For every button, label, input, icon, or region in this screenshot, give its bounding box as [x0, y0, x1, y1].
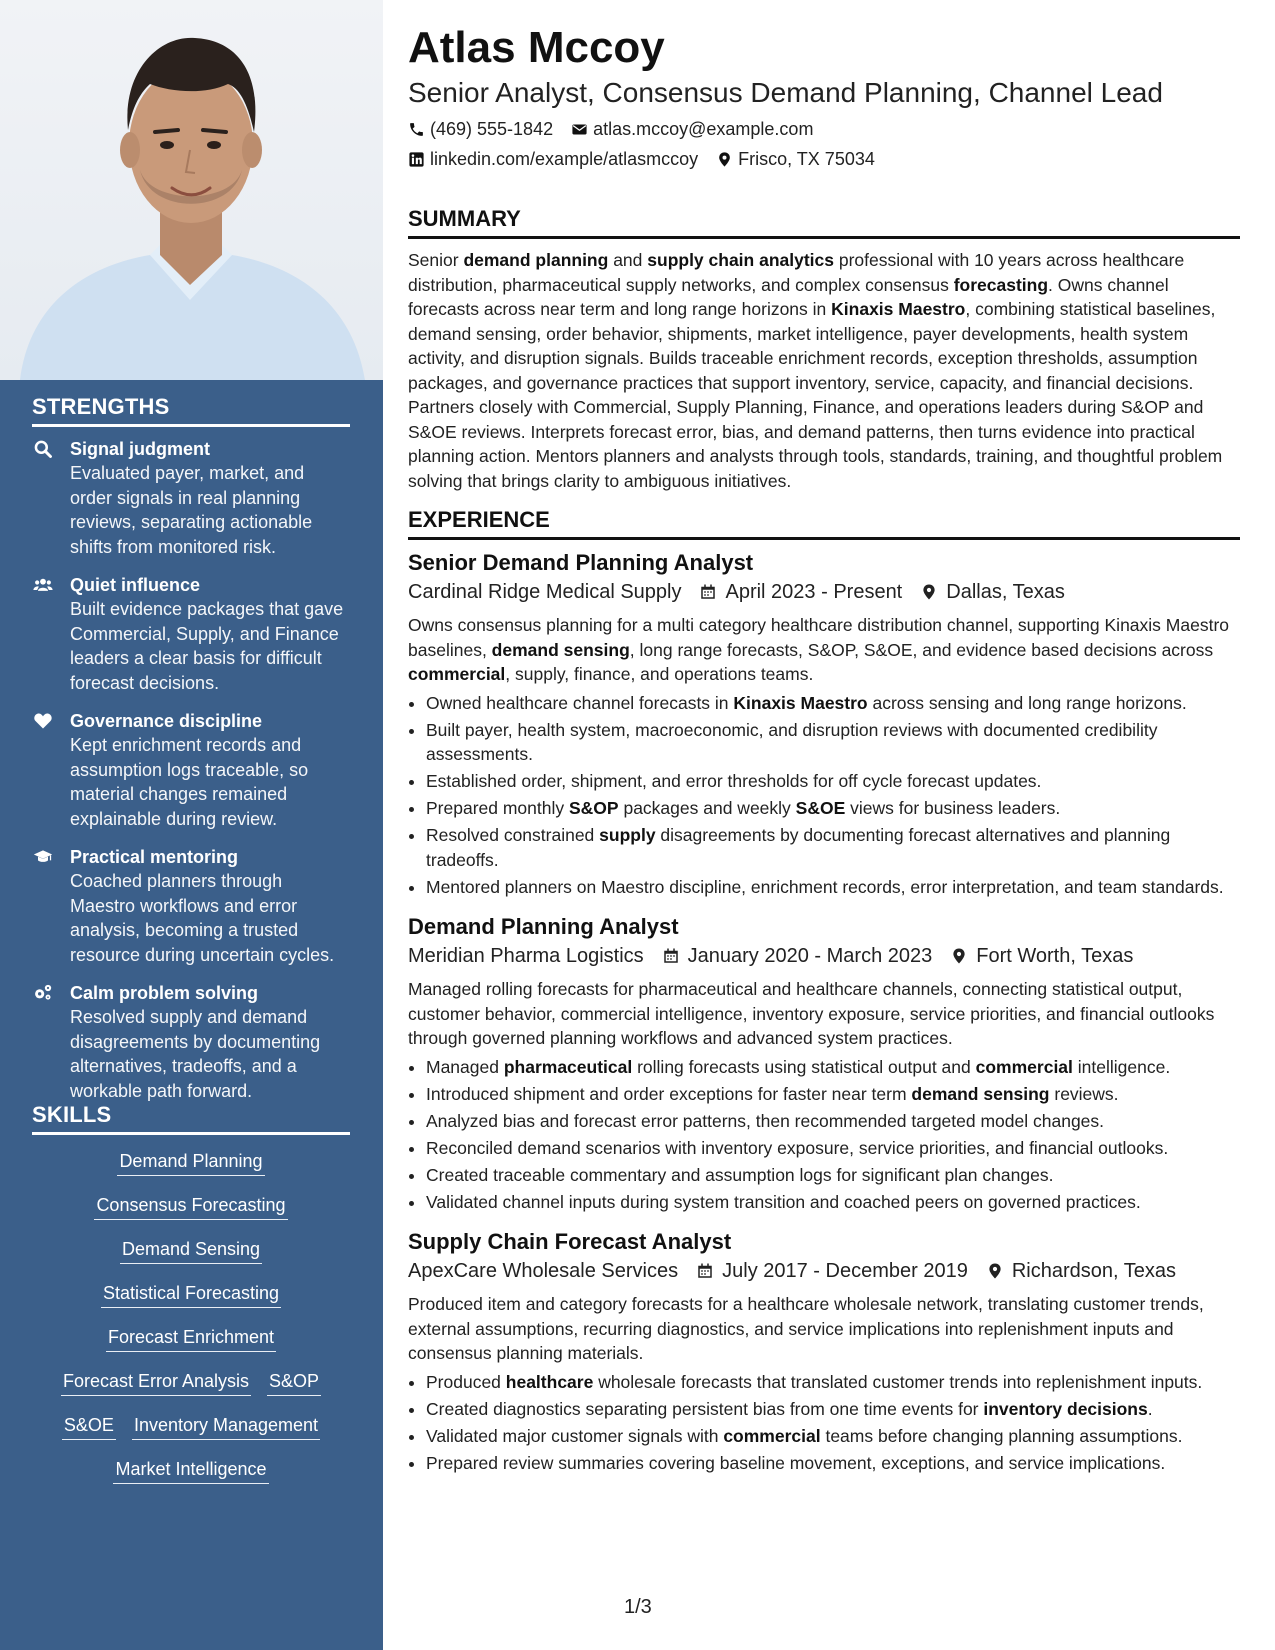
strength-desc: Evaluated payer, market, and order signals in real planning reviews, separating actionable shifts from monitored risk. [70, 463, 313, 557]
linkedin-icon [408, 151, 425, 168]
email-text: atlas.mccoy@example.com [593, 119, 814, 139]
skill-tag: Forecast Enrichment [106, 1325, 276, 1352]
contact-row [408, 116, 1240, 142]
bullet-item: • Validated major customer signals with commercial teams before changing planning assumptions. [426, 1424, 1240, 1449]
calendar-icon [662, 946, 680, 966]
phone-icon [408, 121, 425, 138]
strength-title: Practical mentoring [70, 847, 239, 867]
job-description: Managed rolling forecasts for pharmaceutical and healthcare channels, connecting statistical output, customer behavior, commercial intelligence, inventory exposure, service priorities, and financial outlooks through governed planning workflows and advanced system practices. [408, 979, 1215, 1048]
summary-section [408, 206, 1240, 493]
job-bullets [408, 691, 1240, 900]
job-title: Senior Demand Planning Analyst [408, 550, 754, 575]
job-entry [408, 1228, 1240, 1475]
strengths-section [32, 394, 350, 1117]
strength-desc: Kept enrichment records and assumption logs traceable, so material changes remained explainable during review. [70, 735, 309, 829]
strength-desc: Built evidence packages that gave Commercial, Supply, and Finance leaders a clear basis for difficult forecast decisions. [70, 599, 344, 693]
strength-desc: Resolved supply and demand disagreements by documenting alternatives, tradeoffs, and a workable path forward. [70, 1007, 321, 1101]
bullet-item: • Introduced shipment and order exceptions for faster near term demand sensing reviews. [426, 1082, 1240, 1107]
job-meta [408, 577, 1240, 607]
contact-email[interactable] [571, 116, 813, 142]
job-entry [408, 549, 1240, 899]
skill-tag: Statistical Forecasting [101, 1281, 281, 1308]
job-location: Fort Worth, Texas [976, 945, 1134, 967]
bullet-item: • Created traceable commentary and assumption logs for significant plan changes. [426, 1163, 1240, 1188]
bullet-item: • Prepared monthly S&OP packages and weekly S&OE views for business leaders. [426, 796, 1240, 821]
bullet-item: • Managed pharmaceutical rolling forecasts using statistical output and commercial intelligence. [426, 1055, 1240, 1080]
bullet-item: • Built payer, health system, macroeconomic, and disruption reviews with documented credibility assessments. [426, 718, 1240, 767]
bullet-item: • Established order, shipment, and error thresholds for off cycle forecast updates. [426, 769, 1240, 794]
job-location: Dallas, Texas [946, 581, 1065, 603]
strength-item [32, 709, 350, 831]
job-company: Cardinal Ridge Medical Supply [408, 581, 682, 603]
job-bullets [408, 1055, 1240, 1215]
job-title: Supply Chain Forecast Analyst [408, 1229, 732, 1254]
job-description: Owns consensus planning for a multi category healthcare distribution channel, supporting Kinaxis Maestro baselines, demand sensing, long range forecasts, S&OP, S&OE, and evidence based decisions across commercial, supply, finance, and operations teams. [408, 615, 1230, 684]
bullet-item: • Resolved constrained supply disagreements by documenting forecast alternatives and planning tradeoffs. [426, 823, 1240, 872]
map-pin-icon [950, 946, 968, 966]
skill-tag: S&OE [62, 1413, 116, 1440]
profile-photo [0, 0, 383, 380]
job-dates: July 2017 - December 2019 [722, 1260, 968, 1282]
linkedin-text: linkedin.com/example/atlasmccoy [430, 149, 699, 169]
bullet-item: • Created diagnostics separating persistent bias from one time events for inventory decisions. [426, 1397, 1240, 1422]
job-entry [408, 913, 1240, 1214]
sidebar [0, 0, 383, 1650]
skill-tag: Consensus Forecasting [94, 1193, 287, 1220]
candidate-headline: Senior Analyst, Consensus Demand Planning, Channel Lead [408, 77, 1163, 108]
map-pin-icon [986, 1261, 1004, 1281]
strength-item [32, 845, 350, 967]
job-meta [408, 1256, 1240, 1286]
skills-heading: SKILLS [32, 1102, 350, 1135]
skill-tag: Forecast Error Analysis [61, 1369, 251, 1396]
strength-title: Calm problem solving [70, 983, 259, 1003]
experience-section [408, 507, 1240, 1475]
bullet-item: • Reconciled demand scenarios with inventory exposure, service priorities, and financial outlooks. [426, 1136, 1240, 1161]
envelope-icon [571, 121, 588, 138]
graduation-cap-icon [32, 847, 54, 867]
page-number: 1/3 [624, 1596, 652, 1618]
job-location: Richardson, Texas [1011, 1260, 1176, 1282]
heart-icon [32, 711, 54, 731]
bullet-item: • Produced healthcare wholesale forecasts that translated customer trends into replenishment inputs. [426, 1370, 1240, 1395]
map-pin-icon [920, 582, 938, 602]
strengths-heading: STRENGTHS [32, 394, 350, 427]
users-icon [32, 575, 54, 595]
strength-title: Governance discipline [70, 711, 263, 731]
location-text: Frisco, TX 75034 [738, 149, 875, 169]
job-bullets [408, 1370, 1240, 1476]
skill-tag: Market Intelligence [113, 1457, 268, 1484]
job-dates: April 2023 - Present [725, 581, 903, 603]
bullet-item: • Analyzed bias and forecast error patterns, then recommended targeted model changes. [426, 1109, 1240, 1134]
job-description: Produced item and category forecasts for a healthcare wholesale network, translating customer trends, external assumptions, recurring diagnostics, and service implications into replenishment inputs and consensus planning materials. [408, 1294, 1204, 1363]
map-pin-icon [716, 151, 733, 168]
bullet-item: • Validated channel inputs during system transition and coached peers on governed practices. [426, 1190, 1240, 1215]
skill-tag: Demand Planning [117, 1149, 264, 1176]
strength-item [32, 573, 350, 695]
experience-heading: EXPERIENCE [408, 507, 1240, 540]
bullet-item: • Owned healthcare channel forecasts in Kinaxis Maestro across sensing and long range horizons. [426, 691, 1240, 716]
summary-text: Senior demand planning and supply chain analytics professional with 10 years across healthcare distribution, pharmaceutical supply networks, and complex consensus forecasting. Owns channel forecasts across near term and long range horizons in Kinaxis Maestro, combining statistical baselines, demand sensing, order behavior, shipments, market intelligence, payer developments, health system activity, and disruption signals. Builds traceable enrichment records, exception thresholds, assumption packages, and governance practices that support inventory, service, capacity, and financial decisions. Partners closely with Commercial, Supply Planning, Finance, and operations leaders during S&OP and S&OE reviews. Interprets forecast error, bias, and demand patterns, then turns evidence into practical planning action. Mentors planners and analysts through tools, standards, training, and thoughtful problem solving that brings clarity to ambiguous initiatives. [408, 250, 1223, 491]
job-company: Meridian Pharma Logistics [408, 945, 644, 967]
contact-location [716, 146, 875, 172]
gears-icon [32, 983, 54, 1003]
job-company: ApexCare Wholesale Services [408, 1260, 679, 1282]
contact-linkedin[interactable] [408, 146, 698, 172]
job-dates: January 2020 - March 2023 [687, 945, 933, 967]
bullet-item: • Prepared review summaries covering baseline movement, exceptions, and service implications. [426, 1451, 1240, 1476]
skills-section [32, 1102, 350, 1501]
job-title: Demand Planning Analyst [408, 914, 679, 939]
skill-tag: Demand Sensing [120, 1237, 262, 1264]
strength-item [32, 437, 350, 559]
strength-title: Quiet influence [70, 575, 201, 595]
strength-desc: Coached planners through Maestro workflows and error analysis, becoming a trusted resource during uncertain cycles. [70, 871, 335, 965]
job-meta [408, 941, 1240, 971]
skill-tag: Inventory Management [132, 1413, 320, 1440]
calendar-icon [699, 582, 717, 602]
phone-text: (469) 555-1842 [430, 119, 554, 139]
skill-tag: S&OP [267, 1369, 321, 1396]
contact-phone[interactable] [408, 116, 553, 142]
calendar-icon [696, 1261, 714, 1281]
strength-item [32, 981, 350, 1103]
bullet-item: • Mentored planners on Maestro discipline, enrichment records, error interpretation, and team standards. [426, 875, 1240, 900]
summary-heading: SUMMARY [408, 206, 1240, 239]
main-content [408, 22, 1240, 1478]
candidate-name: Atlas Mccoy [408, 23, 665, 72]
contact-row [408, 146, 1240, 172]
search-icon [32, 439, 54, 459]
strength-title: Signal judgment [70, 439, 211, 459]
